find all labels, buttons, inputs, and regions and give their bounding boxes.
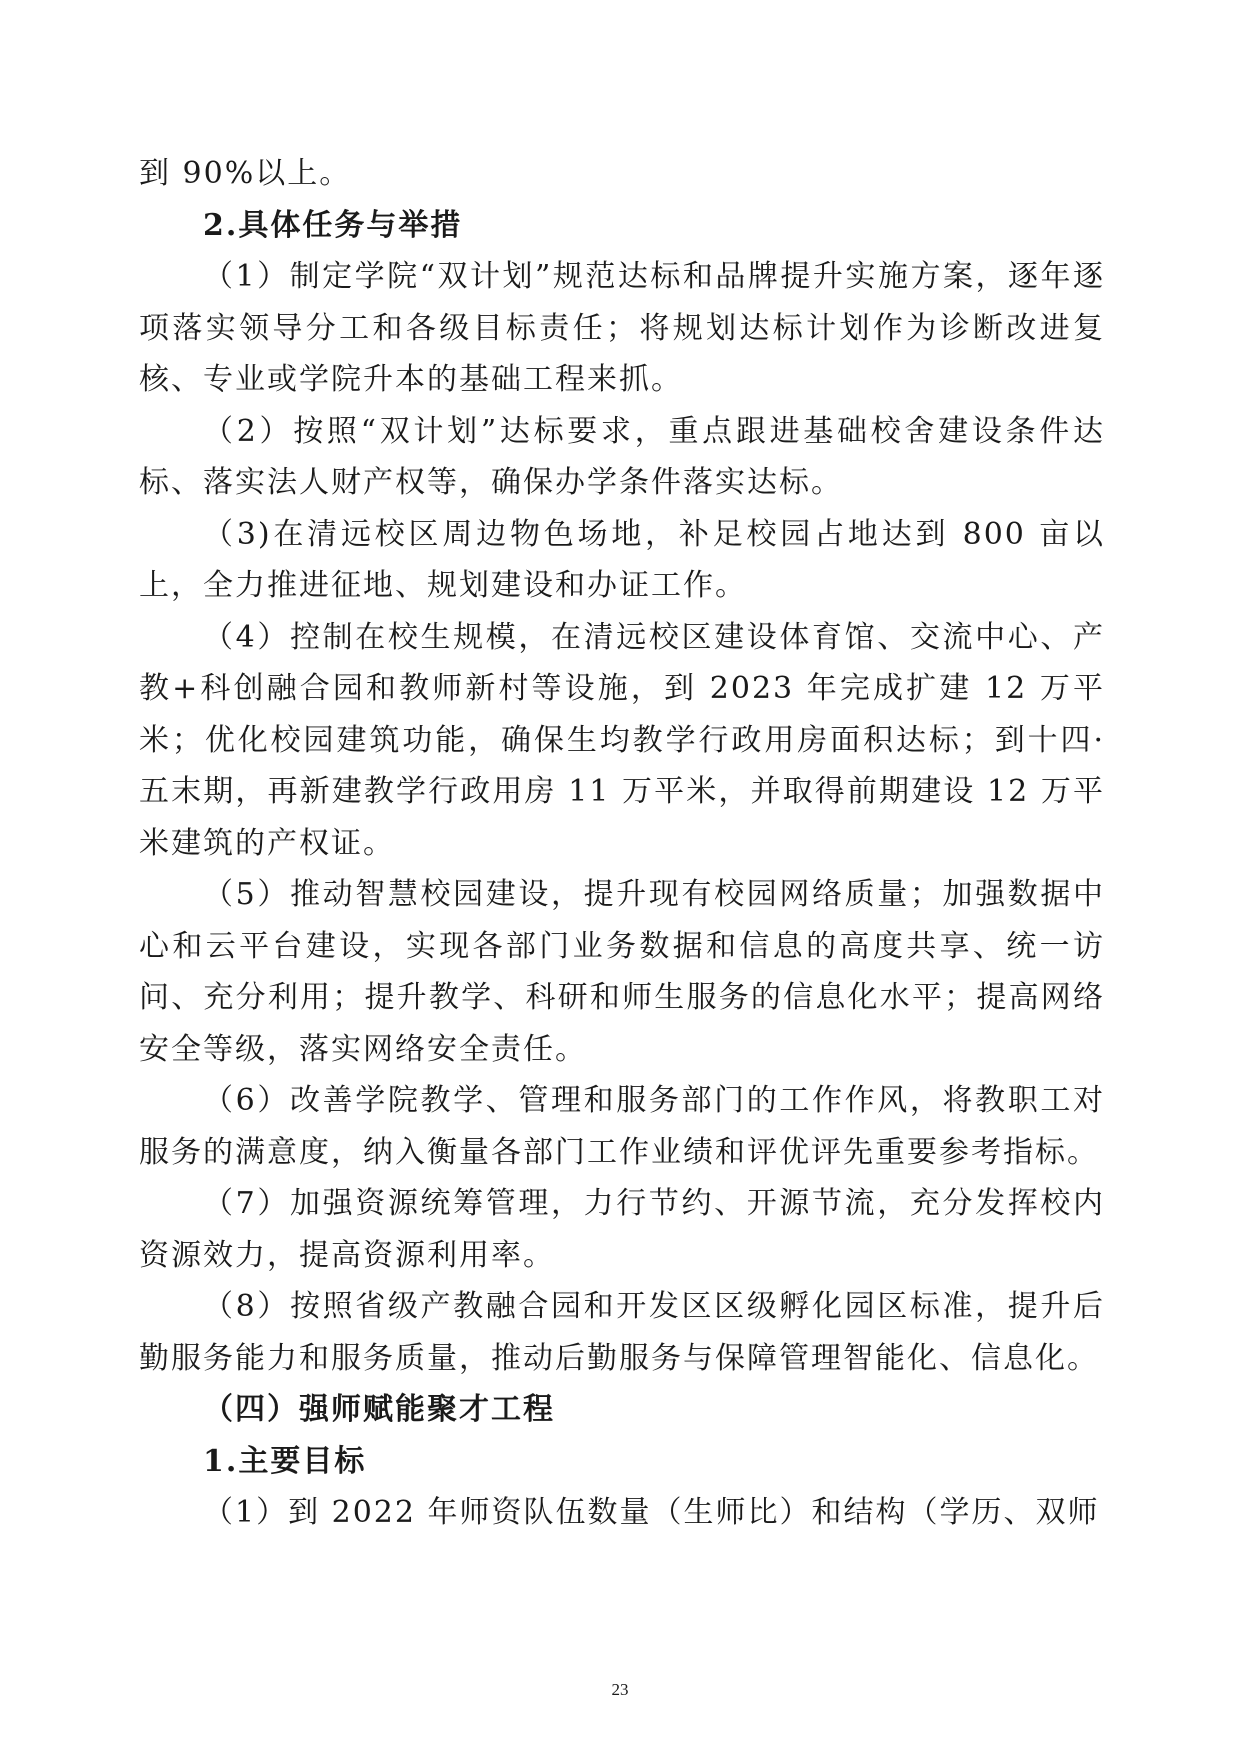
page-number: 23 [611, 1680, 629, 1699]
section-heading: （四）强师赋能聚才工程 [203, 1392, 555, 1427]
paragraph: （6）改善学院教学、管理和服务部门的工作作风，将教职工对服务的满意度，纳入衡量各部门工作业绩和评优评先重要参考指标。 [139, 1083, 1105, 1170]
paragraph: 到 90%以上。 [139, 156, 352, 191]
paragraph: （4）控制在校生规模，在清远校区建设体育馆、交流中心、产教+科创融合园和教师新村等设施，到 2023 年完成扩建 12 万平米；优化校园建筑功能，确保生均教学行政用房面积达标；到十四·五末期，再新建教学行政用房 11 万平米，并取得前期建设 12 万平米建筑的产权证。 [139, 619, 1105, 861]
section-heading: 2.具体任务与举措 [203, 207, 463, 243]
paragraph: （7）加强资源统筹管理，力行节约、开源节流，充分发挥校内资源效力，提高资源利用率。 [139, 1186, 1105, 1273]
paragraph: （2）按照“双计划”达标要求，重点跟进基础校舍建设条件达标、落实法人财产权等，确保办学条件落实达标。 [139, 413, 1105, 500]
paragraph: （5）推动智慧校园建设，提升现有校园网络质量；加强数据中心和云平台建设，实现各部门业务数据和信息的高度共享、统一访问、充分利用；提升教学、科研和师生服务的信息化水平；提高网络安全等级，落实网络安全责任。 [139, 877, 1105, 1067]
section-heading: 1.主要目标 [203, 1443, 367, 1479]
paragraph: （3)在清远校区周边物色场地，补足校园占地达到 800 亩以上，全力推进征地、规划建设和办证工作。 [139, 516, 1105, 603]
paragraph: （8）按照省级产教融合园和开发区区级孵化园区标准，提升后勤服务能力和服务质量，推动后勤服务与保障管理智能化、信息化。 [139, 1289, 1105, 1376]
paragraph: （1）到 2022 年师资队伍数量（生师比）和结构（学历、双师 [203, 1495, 1100, 1530]
body-text [139, 148, 1105, 1539]
paragraph: （1）制定学院“双计划”规范达标和品牌提升实施方案，逐年逐项落实领导分工和各级目标责任；将规划达标计划作为诊断改进复核、专业或学院升本的基础工程来抓。 [139, 259, 1105, 397]
